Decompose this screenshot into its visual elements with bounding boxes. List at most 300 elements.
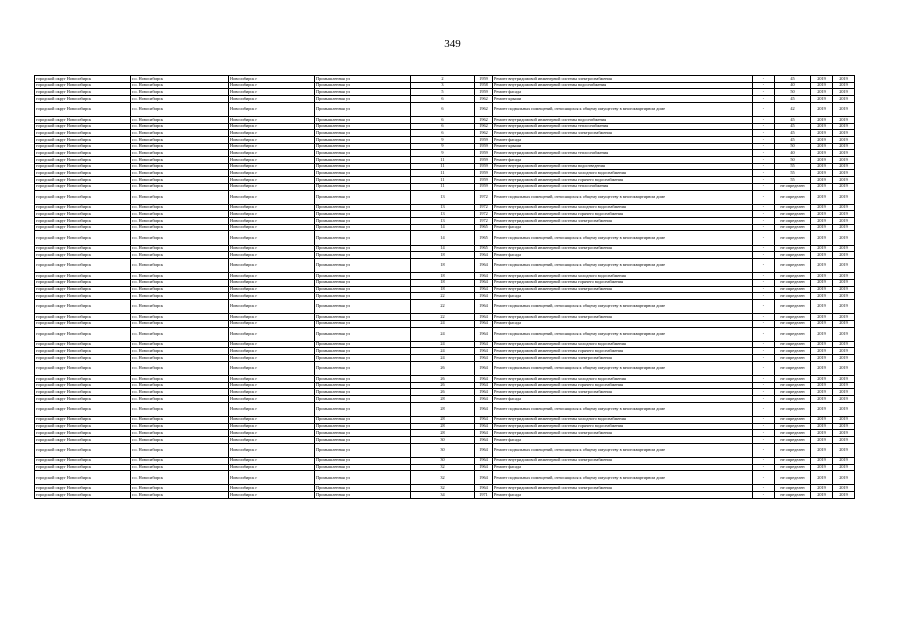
cell-dash: - — [753, 150, 775, 157]
repair-register-table — [34, 75, 855, 499]
cell-house-number: 14 — [411, 245, 475, 252]
cell-district: городской округ Новосибирск — [35, 76, 131, 83]
cell-city-district: г.о. Новосибирск — [131, 143, 229, 150]
cell-house-number: 11 — [411, 183, 475, 190]
cell-cost: не определен — [775, 314, 811, 321]
cell-city-district: г.о. Новосибирск — [131, 259, 229, 273]
cell-build-year: 1964 — [475, 396, 493, 403]
table-row — [35, 402, 855, 416]
cell-dash: - — [753, 314, 775, 321]
cell-dash: - — [753, 402, 775, 416]
cell-plan-year-end: 2019 — [833, 293, 855, 300]
cell-build-year: 1962 — [475, 130, 493, 137]
cell-street: Промышленная ул — [315, 143, 411, 150]
cell-build-year: 1964 — [475, 341, 493, 348]
cell-build-year: 1964 — [475, 471, 493, 485]
cell-cost: 55 — [775, 177, 811, 184]
cell-work-type: Ремонт внутридомовой инженерной системы электроснабжения — [493, 389, 753, 396]
cell-street: Промышленная ул — [315, 341, 411, 348]
cell-city: Новосибирск г — [229, 89, 315, 96]
cell-city-district: г.о. Новосибирск — [131, 224, 229, 231]
table-row — [35, 457, 855, 464]
cell-build-year: 1959 — [475, 163, 493, 170]
cell-district: городской округ Новосибирск — [35, 183, 131, 190]
cell-build-year: 1962 — [475, 123, 493, 130]
cell-build-year: 1964 — [475, 485, 493, 492]
cell-street: Промышленная ул — [315, 464, 411, 471]
cell-dash: - — [753, 204, 775, 211]
cell-plan-year-start: 2019 — [811, 320, 833, 327]
cell-city: Новосибирск г — [229, 102, 315, 116]
cell-house-number: 13 — [411, 204, 475, 211]
cell-house-number: 30 — [411, 457, 475, 464]
cell-plan-year-end: 2019 — [833, 471, 855, 485]
cell-district: городской округ Новосибирск — [35, 355, 131, 362]
cell-district: городской округ Новосибирск — [35, 423, 131, 430]
cell-cost: не определен — [775, 204, 811, 211]
cell-house-number: 28 — [411, 423, 475, 430]
cell-cost: не определен — [775, 375, 811, 382]
cell-plan-year-end: 2019 — [833, 341, 855, 348]
cell-work-type: Ремонт фасада — [493, 224, 753, 231]
table-row — [35, 259, 855, 273]
cell-dash: - — [753, 485, 775, 492]
cell-work-type: Ремонт внутридомовой инженерной системы водоснабжения — [493, 82, 753, 89]
cell-plan-year-start: 2019 — [811, 348, 833, 355]
cell-build-year: 1964 — [475, 464, 493, 471]
cell-city: Новосибирск г — [229, 436, 315, 443]
cell-build-year: 1972 — [475, 211, 493, 218]
cell-district: городской округ Новосибирск — [35, 293, 131, 300]
cell-build-year: 1972 — [475, 218, 493, 225]
cell-cost: не определен — [775, 183, 811, 190]
cell-district: городской округ Новосибирск — [35, 89, 131, 96]
cell-house-number: 26 — [411, 361, 475, 375]
cell-dash: - — [753, 177, 775, 184]
cell-city: Новосибирск г — [229, 177, 315, 184]
cell-city: Новосибирск г — [229, 457, 315, 464]
cell-dash: - — [753, 279, 775, 286]
cell-cost: не определен — [775, 211, 811, 218]
cell-city-district: г.о. Новосибирск — [131, 116, 229, 123]
cell-dash: - — [753, 389, 775, 396]
cell-dash: - — [753, 224, 775, 231]
cell-plan-year-start: 2019 — [811, 76, 833, 83]
cell-work-type: Ремонт фасада — [493, 293, 753, 300]
cell-plan-year-end: 2019 — [833, 430, 855, 437]
cell-work-type: Ремонт внутридомовой инженерной системы горячего водоснабжения — [493, 382, 753, 389]
cell-build-year: 1972 — [475, 190, 493, 204]
cell-city: Новосибирск г — [229, 382, 315, 389]
cell-city: Новосибирск г — [229, 416, 315, 423]
cell-street: Промышленная ул — [315, 76, 411, 83]
cell-work-type: Ремонт крыши — [493, 96, 753, 103]
cell-build-year: 1964 — [475, 443, 493, 457]
cell-district: городской округ Новосибирск — [35, 430, 131, 437]
cell-house-number: 11 — [411, 157, 475, 164]
cell-city-district: г.о. Новосибирск — [131, 327, 229, 341]
cell-plan-year-start: 2019 — [811, 430, 833, 437]
cell-dash: - — [753, 299, 775, 313]
table-row — [35, 157, 855, 164]
cell-work-type: Ремонт подвальных помещений, относящихся к общему имуществу в многоквартирном доме — [493, 443, 753, 457]
cell-work-type: Ремонт фасада — [493, 464, 753, 471]
cell-dash: - — [753, 375, 775, 382]
cell-district: городской округ Новосибирск — [35, 382, 131, 389]
cell-city: Новосибирск г — [229, 293, 315, 300]
cell-dash: - — [753, 464, 775, 471]
cell-city: Новосибирск г — [229, 211, 315, 218]
cell-dash: - — [753, 382, 775, 389]
table-row — [35, 320, 855, 327]
cell-city: Новосибирск г — [229, 252, 315, 259]
cell-plan-year-end: 2019 — [833, 464, 855, 471]
cell-plan-year-end: 2019 — [833, 231, 855, 245]
cell-district: городской округ Новосибирск — [35, 102, 131, 116]
cell-cost: не определен — [775, 389, 811, 396]
table-row — [35, 177, 855, 184]
cell-district: городской округ Новосибирск — [35, 443, 131, 457]
cell-work-type: Ремонт фасада — [493, 157, 753, 164]
cell-city-district: г.о. Новосибирск — [131, 492, 229, 499]
cell-house-number: 26 — [411, 375, 475, 382]
cell-district: городской округ Новосибирск — [35, 464, 131, 471]
cell-build-year: 1965 — [475, 245, 493, 252]
cell-work-type: Ремонт внутридомовой инженерной системы горячего водоснабжения — [493, 348, 753, 355]
cell-plan-year-start: 2019 — [811, 190, 833, 204]
cell-dash: - — [753, 218, 775, 225]
cell-build-year: 1959 — [475, 157, 493, 164]
cell-street: Промышленная ул — [315, 190, 411, 204]
cell-cost: не определен — [775, 382, 811, 389]
cell-dash: - — [753, 82, 775, 89]
cell-plan-year-end: 2019 — [833, 402, 855, 416]
cell-build-year: 1962 — [475, 102, 493, 116]
cell-build-year: 1964 — [475, 457, 493, 464]
cell-build-year: 1964 — [475, 430, 493, 437]
cell-city: Новосибирск г — [229, 163, 315, 170]
cell-district: городской округ Новосибирск — [35, 163, 131, 170]
cell-plan-year-start: 2019 — [811, 116, 833, 123]
cell-house-number: 6 — [411, 102, 475, 116]
cell-street: Промышленная ул — [315, 327, 411, 341]
cell-street: Промышленная ул — [315, 177, 411, 184]
cell-dash: - — [753, 102, 775, 116]
cell-district: городской округ Новосибирск — [35, 273, 131, 280]
cell-cost: 45 — [775, 116, 811, 123]
cell-street: Промышленная ул — [315, 389, 411, 396]
cell-plan-year-end: 2019 — [833, 259, 855, 273]
cell-dash: - — [753, 116, 775, 123]
cell-city: Новосибирск г — [229, 190, 315, 204]
cell-city: Новосибирск г — [229, 402, 315, 416]
cell-district: городской округ Новосибирск — [35, 436, 131, 443]
cell-street: Промышленная ул — [315, 457, 411, 464]
cell-district: городской округ Новосибирск — [35, 150, 131, 157]
cell-cost: не определен — [775, 443, 811, 457]
cell-plan-year-start: 2019 — [811, 170, 833, 177]
cell-district: городской округ Новосибирск — [35, 361, 131, 375]
cell-build-year: 1964 — [475, 389, 493, 396]
cell-plan-year-start: 2019 — [811, 286, 833, 293]
cell-house-number: 9 — [411, 143, 475, 150]
cell-plan-year-end: 2019 — [833, 485, 855, 492]
cell-city-district: г.о. Новосибирск — [131, 286, 229, 293]
cell-build-year: 1964 — [475, 293, 493, 300]
cell-plan-year-start: 2019 — [811, 177, 833, 184]
cell-street: Промышленная ул — [315, 286, 411, 293]
cell-house-number: 28 — [411, 430, 475, 437]
cell-street: Промышленная ул — [315, 211, 411, 218]
cell-work-type: Ремонт внутридомовой инженерной системы горячего водоснабжения — [493, 423, 753, 430]
cell-house-number: 32 — [411, 471, 475, 485]
cell-street: Промышленная ул — [315, 170, 411, 177]
cell-city-district: г.о. Новосибирск — [131, 211, 229, 218]
cell-house-number: 9 — [411, 137, 475, 144]
cell-street: Промышленная ул — [315, 130, 411, 137]
table-row — [35, 137, 855, 144]
cell-plan-year-start: 2019 — [811, 299, 833, 313]
cell-plan-year-start: 2019 — [811, 259, 833, 273]
cell-build-year: 1959 — [475, 170, 493, 177]
cell-dash: - — [753, 443, 775, 457]
cell-house-number: 5 — [411, 89, 475, 96]
cell-city-district: г.о. Новосибирск — [131, 396, 229, 403]
cell-cost: 50 — [775, 89, 811, 96]
cell-plan-year-start: 2019 — [811, 457, 833, 464]
cell-city-district: г.о. Новосибирск — [131, 183, 229, 190]
cell-city-district: г.о. Новосибирск — [131, 150, 229, 157]
cell-house-number: 28 — [411, 416, 475, 423]
cell-build-year: 1965 — [475, 224, 493, 231]
cell-district: городской округ Новосибирск — [35, 299, 131, 313]
cell-city: Новосибирск г — [229, 76, 315, 83]
cell-work-type: Ремонт подвальных помещений, относящихся к общему имуществу в многоквартирном доме — [493, 102, 753, 116]
cell-dash: - — [753, 355, 775, 362]
cell-build-year: 1964 — [475, 327, 493, 341]
cell-plan-year-end: 2019 — [833, 123, 855, 130]
register-body — [35, 76, 855, 499]
table-row — [35, 396, 855, 403]
cell-cost: 45 — [775, 130, 811, 137]
cell-plan-year-end: 2019 — [833, 396, 855, 403]
cell-plan-year-end: 2019 — [833, 82, 855, 89]
cell-district: городской округ Новосибирск — [35, 416, 131, 423]
table-row — [35, 273, 855, 280]
cell-plan-year-start: 2019 — [811, 416, 833, 423]
cell-street: Промышленная ул — [315, 259, 411, 273]
cell-house-number: 2 — [411, 76, 475, 83]
cell-work-type: Ремонт внутридомовой инженерной системы водоотведения — [493, 163, 753, 170]
table-row — [35, 224, 855, 231]
table-row — [35, 341, 855, 348]
cell-city: Новосибирск г — [229, 204, 315, 211]
cell-build-year: 1964 — [475, 273, 493, 280]
cell-plan-year-end: 2019 — [833, 218, 855, 225]
cell-plan-year-end: 2019 — [833, 150, 855, 157]
cell-city: Новосибирск г — [229, 137, 315, 144]
cell-cost: не определен — [775, 231, 811, 245]
cell-house-number: 22 — [411, 314, 475, 321]
cell-work-type: Ремонт фасада — [493, 396, 753, 403]
cell-city: Новосибирск г — [229, 341, 315, 348]
cell-plan-year-end: 2019 — [833, 137, 855, 144]
table-row — [35, 471, 855, 485]
cell-plan-year-start: 2019 — [811, 204, 833, 211]
cell-city: Новосибирск г — [229, 430, 315, 437]
cell-street: Промышленная ул — [315, 320, 411, 327]
cell-city-district: г.о. Новосибирск — [131, 130, 229, 137]
cell-city: Новосибирск г — [229, 492, 315, 499]
cell-work-type: Ремонт внутридомовой инженерной системы теплоснабжения — [493, 183, 753, 190]
cell-plan-year-end: 2019 — [833, 320, 855, 327]
cell-dash: - — [753, 76, 775, 83]
cell-district: городской округ Новосибирск — [35, 492, 131, 499]
cell-plan-year-start: 2019 — [811, 252, 833, 259]
cell-city-district: г.о. Новосибирск — [131, 299, 229, 313]
cell-plan-year-end: 2019 — [833, 211, 855, 218]
cell-build-year: 1964 — [475, 314, 493, 321]
cell-city-district: г.о. Новосибирск — [131, 416, 229, 423]
cell-dash: - — [753, 252, 775, 259]
cell-district: городской округ Новосибирск — [35, 314, 131, 321]
cell-street: Промышленная ул — [315, 293, 411, 300]
cell-work-type: Ремонт фасада — [493, 89, 753, 96]
cell-plan-year-end: 2019 — [833, 389, 855, 396]
cell-city-district: г.о. Новосибирск — [131, 190, 229, 204]
cell-house-number: 9 — [411, 150, 475, 157]
cell-plan-year-start: 2019 — [811, 396, 833, 403]
cell-house-number: 32 — [411, 464, 475, 471]
cell-plan-year-end: 2019 — [833, 157, 855, 164]
cell-plan-year-start: 2019 — [811, 382, 833, 389]
cell-city: Новосибирск г — [229, 170, 315, 177]
cell-city-district: г.о. Новосибирск — [131, 293, 229, 300]
cell-plan-year-end: 2019 — [833, 170, 855, 177]
cell-city-district: г.о. Новосибирск — [131, 170, 229, 177]
table-row — [35, 76, 855, 83]
cell-city-district: г.о. Новосибирск — [131, 82, 229, 89]
cell-work-type: Ремонт подвальных помещений, относящихся к общему имуществу в многоквартирном доме — [493, 402, 753, 416]
cell-street: Промышленная ул — [315, 402, 411, 416]
cell-build-year: 1959 — [475, 143, 493, 150]
cell-plan-year-end: 2019 — [833, 286, 855, 293]
cell-cost: 40 — [775, 150, 811, 157]
cell-city: Новосибирск г — [229, 471, 315, 485]
cell-house-number: 6 — [411, 130, 475, 137]
table-row — [35, 293, 855, 300]
page-number: 349 — [444, 38, 461, 50]
cell-city: Новосибирск г — [229, 464, 315, 471]
cell-plan-year-start: 2019 — [811, 492, 833, 499]
cell-cost: не определен — [775, 402, 811, 416]
cell-house-number: 26 — [411, 382, 475, 389]
cell-cost: не определен — [775, 327, 811, 341]
table-row — [35, 382, 855, 389]
cell-plan-year-start: 2019 — [811, 464, 833, 471]
cell-build-year: 1958 — [475, 82, 493, 89]
cell-build-year: 1964 — [475, 355, 493, 362]
cell-plan-year-start: 2019 — [811, 137, 833, 144]
table-row — [35, 299, 855, 313]
cell-build-year: 1965 — [475, 231, 493, 245]
cell-work-type: Ремонт внутридомовой инженерной системы электроснабжения — [493, 355, 753, 362]
table-row — [35, 485, 855, 492]
cell-house-number: 22 — [411, 299, 475, 313]
cell-street: Промышленная ул — [315, 224, 411, 231]
table-row — [35, 355, 855, 362]
cell-street: Промышленная ул — [315, 82, 411, 89]
cell-street: Промышленная ул — [315, 89, 411, 96]
cell-dash: - — [753, 245, 775, 252]
cell-plan-year-end: 2019 — [833, 224, 855, 231]
cell-city-district: г.о. Новосибирск — [131, 320, 229, 327]
cell-work-type: Ремонт внутридомовой инженерной системы электроснабжения — [493, 286, 753, 293]
cell-dash: - — [753, 211, 775, 218]
cell-plan-year-start: 2019 — [811, 279, 833, 286]
cell-district: городской округ Новосибирск — [35, 224, 131, 231]
table-row — [35, 252, 855, 259]
cell-dash: - — [753, 293, 775, 300]
table-row — [35, 389, 855, 396]
cell-house-number: 28 — [411, 402, 475, 416]
cell-plan-year-end: 2019 — [833, 177, 855, 184]
cell-city-district: г.о. Новосибирск — [131, 355, 229, 362]
cell-plan-year-start: 2019 — [811, 245, 833, 252]
cell-plan-year-end: 2019 — [833, 443, 855, 457]
cell-cost: не определен — [775, 416, 811, 423]
cell-city: Новосибирск г — [229, 327, 315, 341]
cell-district: городской округ Новосибирск — [35, 231, 131, 245]
cell-plan-year-start: 2019 — [811, 341, 833, 348]
cell-city-district: г.о. Новосибирск — [131, 231, 229, 245]
cell-district: городской округ Новосибирск — [35, 177, 131, 184]
cell-cost: не определен — [775, 245, 811, 252]
cell-city: Новосибирск г — [229, 183, 315, 190]
cell-dash: - — [753, 123, 775, 130]
cell-house-number: 6 — [411, 123, 475, 130]
cell-city-district: г.о. Новосибирск — [131, 423, 229, 430]
cell-street: Промышленная ул — [315, 355, 411, 362]
cell-work-type: Ремонт крыши — [493, 143, 753, 150]
cell-cost: не определен — [775, 190, 811, 204]
cell-city: Новосибирск г — [229, 286, 315, 293]
table-row — [35, 279, 855, 286]
cell-dash: - — [753, 492, 775, 499]
cell-build-year: 1972 — [475, 204, 493, 211]
cell-district: городской округ Новосибирск — [35, 259, 131, 273]
cell-work-type: Ремонт внутридомовой инженерной системы холодного водоснабжения — [493, 170, 753, 177]
cell-house-number: 18 — [411, 279, 475, 286]
cell-district: городской округ Новосибирск — [35, 389, 131, 396]
cell-city-district: г.о. Новосибирск — [131, 464, 229, 471]
cell-district: городской округ Новосибирск — [35, 252, 131, 259]
cell-city: Новосибирск г — [229, 279, 315, 286]
cell-plan-year-start: 2019 — [811, 375, 833, 382]
cell-cost: не определен — [775, 286, 811, 293]
cell-district: городской округ Новосибирск — [35, 96, 131, 103]
cell-plan-year-end: 2019 — [833, 355, 855, 362]
cell-city: Новосибирск г — [229, 96, 315, 103]
cell-house-number: 18 — [411, 259, 475, 273]
cell-cost: не определен — [775, 492, 811, 499]
cell-plan-year-end: 2019 — [833, 143, 855, 150]
cell-dash: - — [753, 190, 775, 204]
cell-dash: - — [753, 348, 775, 355]
cell-plan-year-end: 2019 — [833, 76, 855, 83]
cell-plan-year-end: 2019 — [833, 252, 855, 259]
cell-plan-year-end: 2019 — [833, 423, 855, 430]
